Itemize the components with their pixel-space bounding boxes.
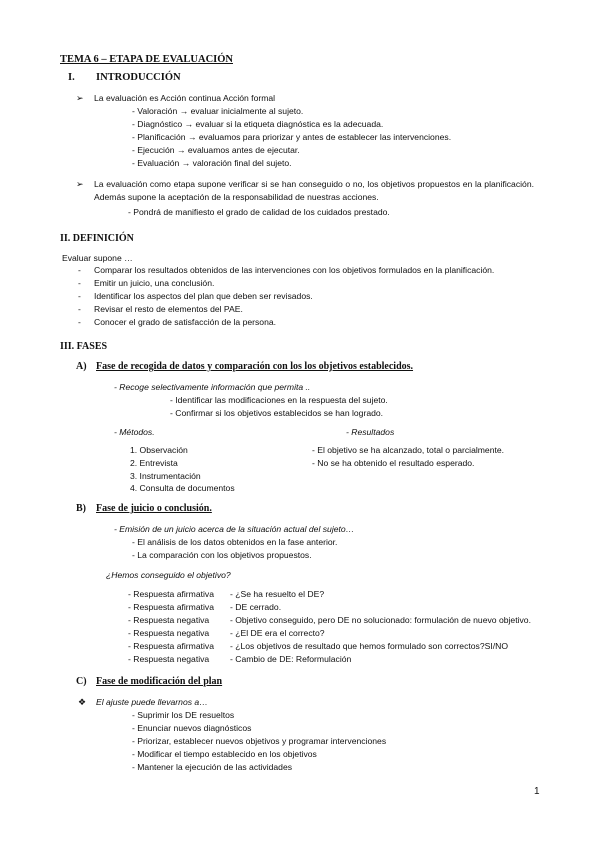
list-item: Comparar los resultados obtenidos de las intervenciones con los objetivos formulados en la planificación. [94, 265, 495, 275]
diamond-bullet-icon: ❖ [78, 697, 87, 707]
phase-a-letter: A) [76, 361, 87, 372]
list-item: - Pondrá de manifiesto el grado de calidad de los cuidados prestado. [128, 207, 390, 217]
result-item: - No se ha obtenido el resultado esperado. [312, 458, 475, 468]
section-2-heading: II. DEFINICIÓN [60, 233, 134, 244]
answer-detail: - ¿Los objetivos de resultado que hemos formulado son correctos?SI/NO [230, 641, 509, 651]
phase-c-intro: El ajuste puede llevarnos a… [96, 697, 208, 707]
phase-c-heading: Fase de modificación del plan [96, 676, 223, 687]
metodos-label: - Métodos. [114, 427, 155, 437]
list-item: - Priorizar, establecer nuevos objetivos y programar intervenciones [132, 736, 387, 746]
dash-marker: - [78, 291, 81, 301]
answer-row [128, 601, 531, 614]
dash-marker: - [78, 317, 81, 327]
answer-detail: - ¿El DE era el correcto? [230, 628, 325, 638]
result-item: - El objetivo se ha alcanzado, total o parcialmente. [312, 445, 505, 455]
answer-detail: - Cambio de DE: Reformulación [230, 654, 352, 664]
resultados-label: - Resultados [346, 427, 395, 437]
answer-type: - Respuesta afirmativa [128, 641, 214, 651]
answer-row [128, 614, 531, 627]
section-1-heading: INTRODUCCIÓN [96, 72, 181, 83]
method-item: 2. Entrevista [130, 458, 178, 468]
answers-table [128, 588, 531, 666]
list-item: Identificar los aspectos del plan que deben ser revisados. [94, 291, 313, 301]
list-item: - El análisis de los datos obtenidos en la fase anterior. [132, 537, 338, 547]
list-item: Conocer el grado de satisfacción de la persona. [94, 317, 277, 327]
section-3-heading: III. FASES [60, 341, 108, 352]
answer-detail: - DE cerrado. [230, 602, 282, 612]
list-item: Revisar el resto de elementos del PAE. [94, 304, 243, 314]
list-item: - Ejecución → evaluamos antes de ejecutar. [132, 145, 300, 155]
page-number: 1 [534, 786, 540, 797]
intro-bullet-2: La evaluación como etapa supone verificar si se han conseguido o no, los objetivos propuestos en la planificación. Además supone la aceptación de la responsabilidad de nuestras acciones. [94, 179, 534, 202]
question: ¿Hemos conseguido el objetivo? [106, 570, 231, 580]
answer-type: - Respuesta negativa [128, 654, 210, 664]
phase-a-intro: - Recoge selectivamente información que permita .. [114, 382, 311, 392]
page-title: TEMA 6 – ETAPA DE EVALUACIÓN [60, 54, 233, 65]
dash-marker: - [78, 304, 81, 314]
definition-intro: Evaluar supone … [62, 253, 133, 263]
answer-row [128, 627, 531, 640]
list-item: - Confirmar si los objetivos establecidos se han logrado. [170, 408, 384, 418]
answer-row [128, 588, 531, 601]
list-item: - Evaluación → valoración final del sujeto. [132, 158, 292, 168]
list-item: - Valoración → evaluar inicialmente al sujeto. [132, 106, 304, 116]
dash-marker: - [78, 265, 81, 275]
answer-detail: - ¿Se ha resuelto el DE? [230, 589, 325, 599]
list-item: Emitir un juicio, una conclusión. [94, 278, 215, 288]
method-item: 3. Instrumentación [130, 471, 201, 481]
answer-type: - Respuesta negativa [128, 615, 210, 625]
answer-type: - Respuesta afirmativa [128, 602, 214, 612]
phase-c-letter: C) [76, 676, 87, 687]
method-item: 1. Observación [130, 445, 188, 455]
list-item: - Planificación → evaluamos para priorizar y antes de establecer las intervenciones. [132, 132, 452, 142]
answer-row [128, 653, 531, 666]
arrow-bullet-icon: ➢ [76, 93, 84, 103]
list-item: - Modificar el tiempo establecido en los objetivos [132, 749, 317, 759]
list-item: - Enunciar nuevos diagnósticos [132, 723, 252, 733]
answer-row [128, 640, 531, 653]
method-item: 4. Consulta de documentos [130, 483, 235, 493]
list-item: - Diagnóstico → evaluar si la etiqueta diagnóstica es la adecuada. [132, 119, 384, 129]
phase-b-heading: Fase de juicio o conclusión. [96, 503, 212, 514]
answer-detail: - Objetivo conseguido, pero DE no solucionado: formulación de nuevo objetivo. [230, 615, 531, 625]
dash-marker: - [78, 278, 81, 288]
phase-a-heading: Fase de recogida de datos y comparación con los los objetivos establecidos. [96, 361, 414, 372]
phase-b-letter: B) [76, 503, 86, 514]
list-item: - Suprimir los DE resueltos [132, 710, 235, 720]
list-item: - Identificar las modificaciones en la respuesta del sujeto. [170, 395, 388, 405]
list-item: - La comparación con los objetivos propuestos. [132, 550, 312, 560]
answer-type: - Respuesta negativa [128, 628, 210, 638]
section-1-number: I. [68, 72, 75, 83]
answer-type: - Respuesta afirmativa [128, 589, 214, 599]
phase-b-intro: - Emisión de un juicio acerca de la situación actual del sujeto… [114, 524, 355, 534]
arrow-bullet-icon: ➢ [76, 179, 84, 189]
intro-bullet-1: La evaluación es Acción continua Acción formal [94, 93, 276, 103]
list-item: - Mantener la ejecución de las actividades [132, 762, 293, 772]
